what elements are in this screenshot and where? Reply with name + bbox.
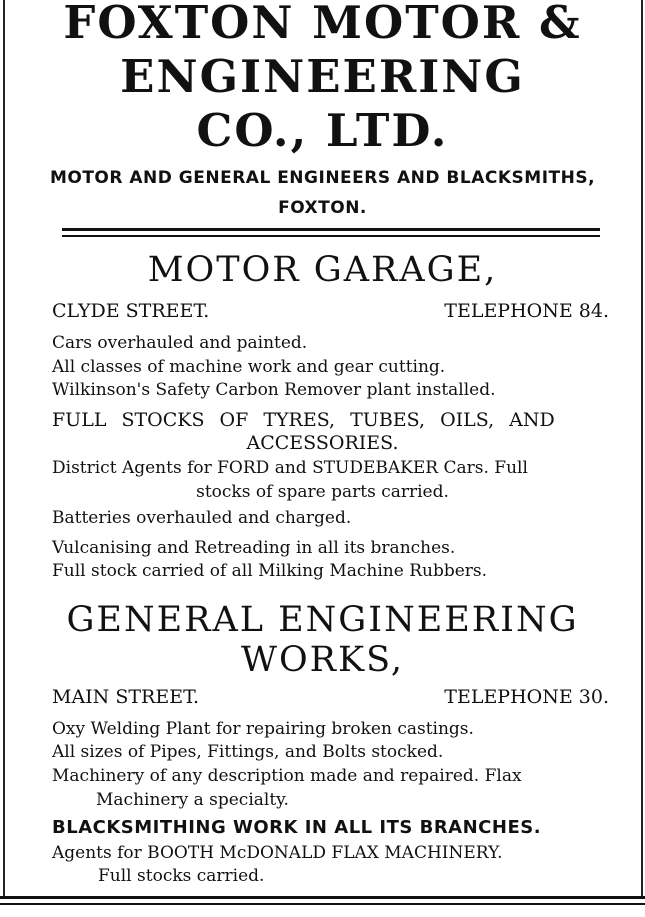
garage-stocks-line-2: ACCESSORIES.	[246, 432, 399, 454]
company-subtitle-line-1: MOTOR AND GENERAL ENGINEERS AND BLACKSMITHS,	[49, 168, 596, 188]
garage-address: CLYDE STREET.	[52, 300, 210, 322]
works-telephone: TELEPHONE 30.	[444, 686, 609, 708]
garage-telephone: TELEPHONE 84.	[444, 300, 609, 322]
works-machinery-line-1: Machinery of any description made and repaired. Flax	[52, 766, 522, 786]
garage-stocks-line-1: FULL STOCKS OF TYRES, TUBES, OILS, AND	[52, 409, 555, 431]
works-agents-line-1: Agents for BOOTH McDONALD FLAX MACHINERY.	[52, 843, 503, 863]
garage-agents-line-2: stocks of spare parts carried.	[196, 482, 449, 502]
garage-line-overhauled: Cars overhauled and painted.	[52, 333, 308, 353]
garage-line-carbon-remover: Wilkinson's Safety Carbon Remover plant installed.	[52, 380, 496, 400]
company-title-line-2: ENGINEERING	[120, 50, 525, 103]
garage-line-milking: Full stock carried of all Milking Machine Rubbers.	[52, 561, 488, 581]
garage-agents-line-1: District Agents for FORD and STUDEBAKER Cars. Full	[52, 458, 528, 478]
engineering-works-heading-line-1: GENERAL ENGINEERING	[66, 600, 579, 640]
company-title-line-1: FOXTON MOTOR &	[63, 0, 582, 49]
garage-line-machine-work: All classes of machine work and gear cutting.	[52, 357, 446, 377]
bottom-rule	[0, 903, 645, 905]
bottom-rule	[0, 896, 645, 899]
works-line-pipes: All sizes of Pipes, Fittings, and Bolts stocked.	[52, 742, 444, 762]
works-agents-line-2: Full stocks carried.	[98, 866, 265, 886]
company-subtitle-line-2: FOXTON.	[278, 198, 367, 218]
works-line-welding: Oxy Welding Plant for repairing broken castings.	[52, 719, 474, 739]
divider-rule	[62, 228, 600, 231]
works-machinery-line-2: Machinery a specialty.	[96, 790, 289, 810]
blacksmithing-line: BLACKSMITHING WORK IN ALL ITS BRANCHES.	[52, 817, 542, 838]
motor-garage-heading: MOTOR GARAGE,	[147, 250, 498, 290]
works-address: MAIN STREET.	[52, 686, 199, 708]
garage-line-vulcanising: Vulcanising and Retreading in all its branches.	[52, 538, 456, 558]
divider-rule	[62, 235, 600, 237]
garage-line-batteries: Batteries overhauled and charged.	[52, 508, 352, 528]
engineering-works-heading-line-2: WORKS,	[240, 640, 405, 680]
company-title-line-3: CO., LTD.	[196, 104, 449, 157]
